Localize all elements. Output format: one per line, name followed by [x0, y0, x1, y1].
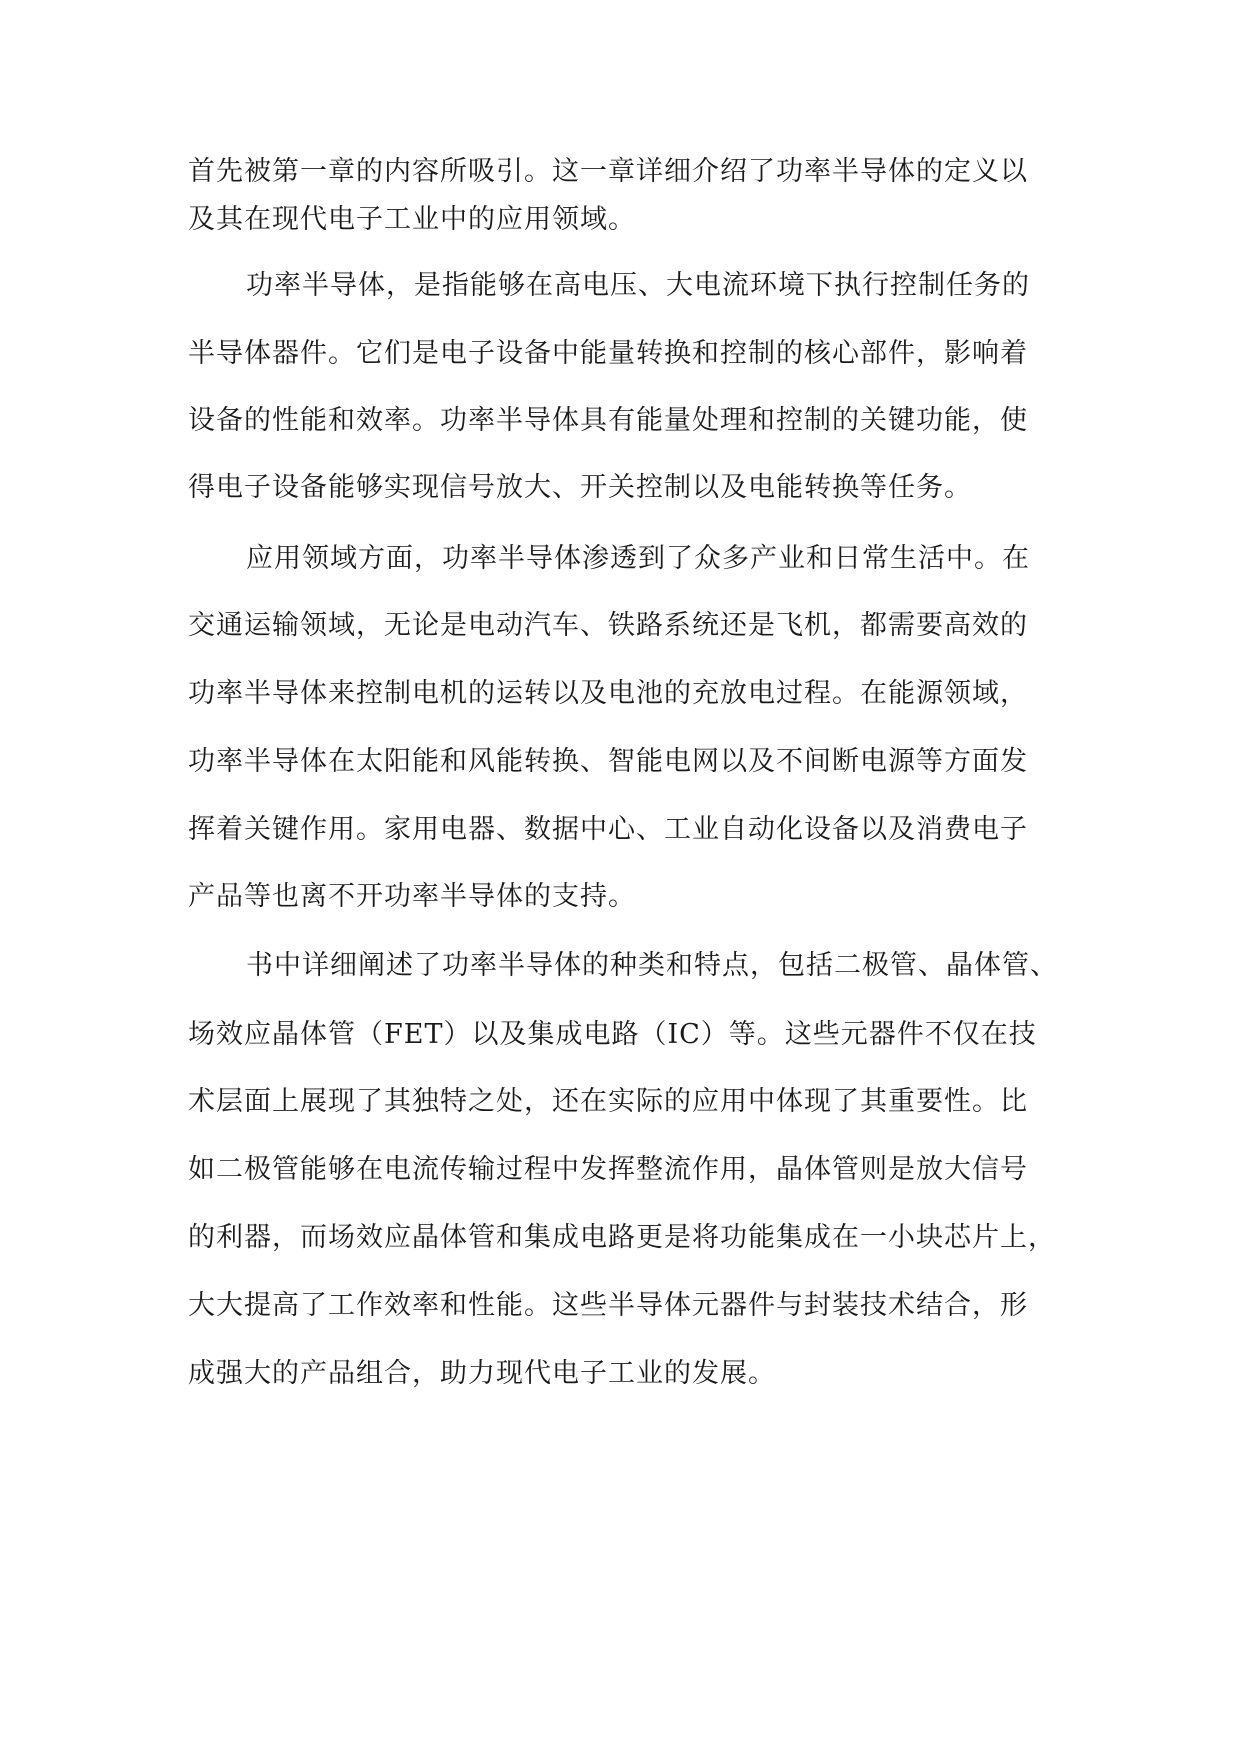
text-line: 设备的性能和效率。功率半导体具有能量处理和控制的关键功能，使	[188, 405, 1028, 436]
text-line: 及其在现代电子工业中的应用领域。	[188, 204, 636, 235]
text-line: 如二极管能够在电流传输过程中发挥整流作用，晶体管则是放大信号	[188, 1154, 1028, 1185]
text-line: 交通运输领域，无论是电动汽车、铁路系统还是飞机，都需要高效的	[188, 610, 1028, 641]
text-line: 的利器，而场效应晶体管和集成电路更是将功能集成在一小块芯片上，	[188, 1222, 1056, 1253]
paragraph-first-line: 应用领域方面，功率半导体渗透到了众多产业和日常生活中。在	[246, 543, 1030, 574]
text-line: 功率半导体在太阳能和风能转换、智能电网以及不间断电源等方面发	[188, 746, 1028, 777]
text-line: 半导体器件。它们是电子设备中能量转换和控制的核心部件，影响着	[188, 338, 1028, 369]
paragraph-first-line: 功率半导体，是指能够在高电压、大电流环境下执行控制任务的	[246, 270, 1030, 301]
text-line: 场效应晶体管（FET）以及集成电路（IC）等。这些元器件不仅在技	[188, 1019, 1037, 1050]
text-line: 功率半导体来控制电机的运转以及电池的充放电过程。在能源领域，	[188, 678, 1028, 709]
text-line: 术层面上展现了其独特之处，还在实际的应用中体现了其重要性。比	[188, 1086, 1028, 1117]
text-line: 首先被第一章的内容所吸引。这一章详细介绍了功率半导体的定义以	[188, 156, 1028, 187]
text-line: 得电子设备能够实现信号放大、开关控制以及电能转换等任务。	[188, 472, 972, 503]
paragraph-first-line: 书中详细阐述了功率半导体的种类和特点，包括二极管、晶体管、	[246, 950, 1058, 981]
text-line: 大大提高了工作效率和性能。这些半导体元器件与封装技术结合，形	[188, 1290, 1028, 1321]
text-line: 产品等也离不开功率半导体的支持。	[188, 881, 636, 912]
text-line: 挥着关键作用。家用电器、数据中心、工业自动化设备以及消费电子	[188, 814, 1028, 845]
text-line: 成强大的产品组合，助力现代电子工业的发展。	[188, 1358, 776, 1389]
